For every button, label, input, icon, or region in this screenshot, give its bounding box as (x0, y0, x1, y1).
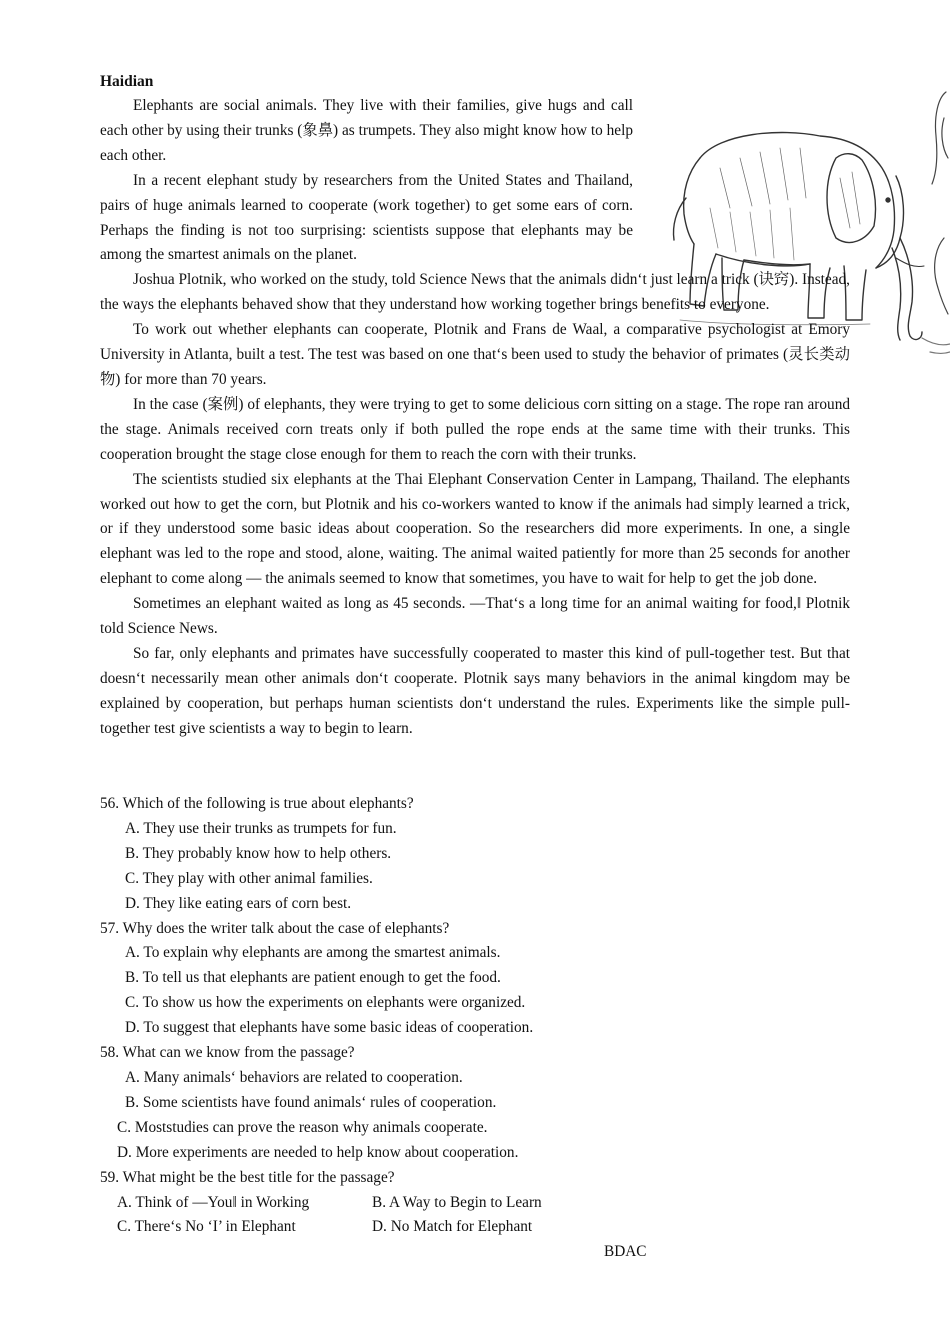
reading-passage (100, 94, 850, 742)
option-c: C. To show us how the experiments on elephants were organized. (125, 994, 526, 1012)
option-b: B. Some scientists have found animals‘ rules of cooperation. (125, 1093, 497, 1111)
answer-key: BDAC (604, 1243, 647, 1260)
question-stem: 56. Which of the following is true about elephants? (100, 795, 414, 812)
section-heading: Haidian (100, 73, 154, 90)
question-stem: 57. Why does the writer talk about the case of elephants? (100, 919, 450, 937)
question-59 (100, 1166, 850, 1241)
option-d: D. More experiments are needed to help know about cooperation. (117, 1143, 519, 1161)
option-d: D. To suggest that elephants have some basic ideas of cooperation. (125, 1019, 534, 1037)
question-58 (100, 1041, 850, 1166)
paragraph-1: Elephants are social animals. They live with their families, give hugs and call each other by using their trunks (象鼻) as trumpets. They also might know how to help each other. (100, 97, 633, 164)
question-stem: 58. What can we know from the passage? (100, 1044, 355, 1062)
paragraph-2: In a recent elephant study by researchers from the United States and Thailand, pairs of huge animals learned to cooperate (work together) to get some ears of corn. Perhaps the finding is not too surprising: scientists suppose that elephants may be among the smartest animals on the planet. (100, 171, 633, 264)
option-d: D. No Match for Elephant (372, 1218, 533, 1236)
paragraph-6: The scientists studied six elephants at the Thai Elephant Conservation Center in Lampang, Thailand. The elephants worked out how to get the corn, but Plotnik and his co-workers wanted to know if the animals had simply learned a trick, or if they understood some basic ideas about cooperation. So the researchers did more experiments. In one, a single elephant was led to the rope and stood, alone, waiting. The animal waited patiently for more than 25 seconds for another elephant to come along — the animals seemed to know that sometimes, you have to wait for help to get the job done. (100, 470, 850, 588)
question-stem: 59. What might be the best title for the passage? (100, 1168, 395, 1186)
option-row (100, 1191, 850, 1216)
option-c: C. Moststudies can prove the reason why animals cooperate. (117, 1118, 488, 1136)
option-b: B. A Way to Begin to Learn (372, 1193, 542, 1211)
option-a: A. Think of ―You‖ in Working (117, 1193, 310, 1211)
question-list (100, 792, 850, 1240)
paragraph-8: So far, only elephants and primates have successfully cooperated to master this kind of pull-together test. But that doesn‘t necessarily mean other animals don‘t cooperate. Plotnik says many behaviors in the animal kingdom may be explained by cooperation, but perhaps human scientists don‘t understand the rules. Experiments like the simple pull-together test give scientists a way to begin to learn. (100, 644, 850, 737)
paragraph-5: In the case (案例) of elephants, they were trying to get to some delicious corn sitting on a stage. The rope ran around the stage. Animals received corn treats only if both pulled the rope ends at the same time with their trunks. This cooperation brought the stage close enough for them to reach the corn with their trunks. (100, 395, 850, 463)
option-a: A. Many animals‘ behaviors are related to cooperation. (125, 1068, 463, 1086)
option-b: B. They probably know how to help others. (125, 844, 392, 862)
option-a: A. They use their trunks as trumpets for fun. (125, 819, 397, 837)
question-56 (100, 792, 850, 917)
option-c: C. There‘s No ‘I’ in Elephant (117, 1218, 296, 1236)
option-row (100, 1215, 850, 1240)
option-a: A. To explain why elephants are among the smartest animals. (125, 944, 501, 962)
paragraph-7: Sometimes an elephant waited as long as 45 seconds. ―That‘s a long time for an animal waiting for food,‖ Plotnik told Science News. (100, 595, 850, 638)
option-d: D. They like eating ears of corn best. (125, 894, 352, 912)
paragraph-4: To work out whether elephants can cooperate, Plotnik and Frans de Waal, a comparative psychologist at Emory University in Atlanta, built a test. The test was based on one that‘s been used to study the behavior of primates (灵长类动物) for more than 70 years. (100, 321, 850, 388)
option-b: B. To tell us that elephants are patient enough to get the food. (125, 969, 501, 987)
option-c: C. They play with other animal families. (125, 869, 373, 887)
paragraph-3: Joshua Plotnik, who worked on the study, told Science News that the animals didn‘t just learn a trick (诀窍). Instead, the ways the elephants behaved show that they understand how working together brings benefits to everyone. (100, 271, 850, 314)
question-57 (100, 917, 850, 1042)
